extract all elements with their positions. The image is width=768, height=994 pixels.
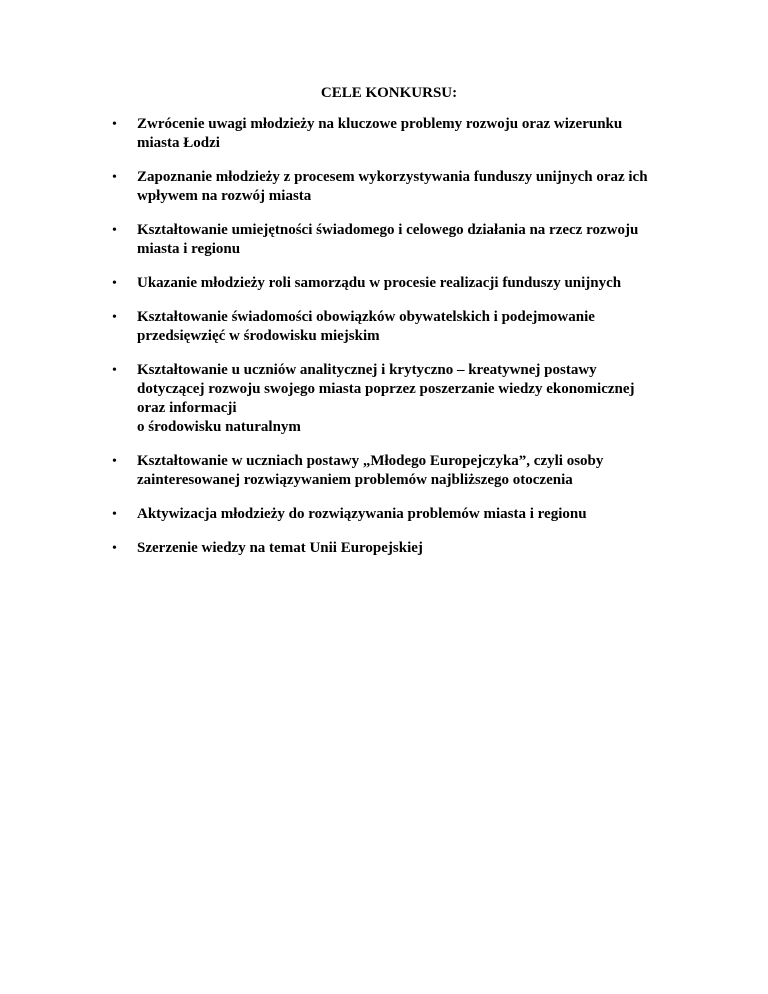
list-item — [0, 308, 768, 346]
list-item — [0, 539, 768, 558]
list-item-text: Kształtowanie u uczniów analitycznej i krytyczno – kreatywnej postawy dotyczącej rozwoju swojego miasta poprzez poszerzanie wiedzy ekonomicznej oraz informacji o środowisku naturalnym — [137, 362, 635, 435]
bullet-icon: • — [112, 117, 117, 132]
goals-list — [0, 115, 768, 573]
bullet-icon: • — [112, 507, 117, 522]
bullet-icon: • — [112, 363, 117, 378]
bullet-icon: • — [112, 310, 117, 325]
list-item — [0, 221, 768, 259]
list-item-text: Kształtowanie umiejętności świadomego i celowego działania na rzecz rozwoju miasta i regionu — [137, 222, 639, 257]
list-item-text: Aktywizacja młodzieży do rozwiązywania problemów miasta i regionu — [137, 506, 587, 522]
list-item-text: Kształtowanie świadomości obowiązków obywatelskich i podejmowanie przedsięwzięć w środowisku miejskim — [137, 309, 595, 344]
bullet-icon: • — [112, 170, 117, 185]
page-title: CELE KONKURSU: — [320, 85, 458, 101]
bullet-icon: • — [112, 223, 117, 238]
bullet-icon: • — [112, 454, 117, 469]
list-item-text: Zwrócenie uwagi młodzieży na kluczowe problemy rozwoju oraz wizerunku miasta Łodzi — [137, 116, 623, 151]
list-item — [0, 505, 768, 524]
bullet-icon: • — [112, 276, 117, 291]
list-item-text: Kształtowanie w uczniach postawy „Młodego Europejczyka”, czyli osoby zainteresowanej rozwiązywaniem problemów najbliższego otoczenia — [137, 453, 604, 488]
list-item — [0, 168, 768, 206]
list-item-text: Zapoznanie młodzieży z procesem wykorzystywania funduszy unijnych oraz ich wpływem na rozwój miasta — [137, 169, 648, 204]
list-item-text: Szerzenie wiedzy na temat Unii Europejskiej — [137, 540, 423, 556]
list-item-text: Ukazanie młodzieży roli samorządu w procesie realizacji funduszy unijnych — [137, 275, 622, 291]
list-item — [0, 274, 768, 293]
bullet-icon: • — [112, 541, 117, 556]
list-item — [0, 452, 768, 490]
list-item — [0, 361, 768, 437]
list-item — [0, 115, 768, 153]
